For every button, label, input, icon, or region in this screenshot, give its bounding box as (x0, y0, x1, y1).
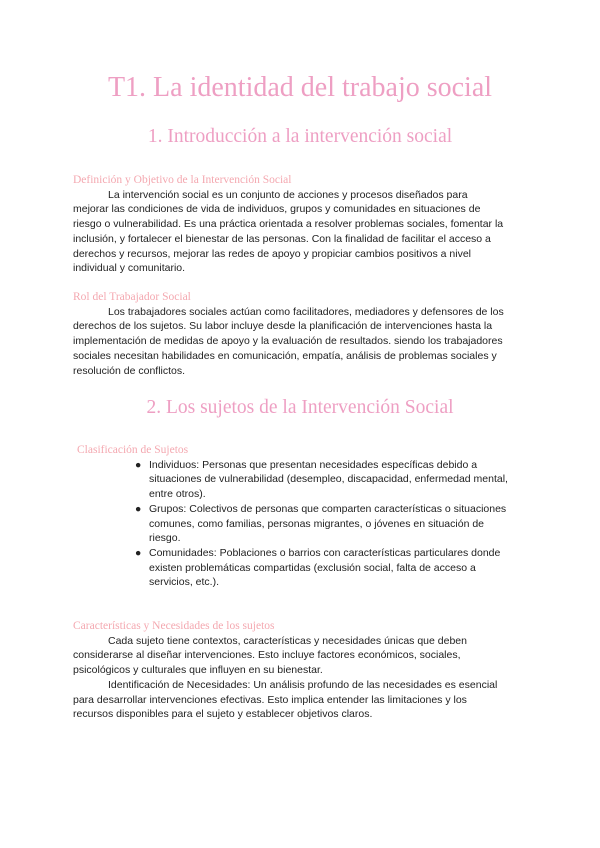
bullet-marker: ● (135, 502, 142, 515)
section-heading: 1. Introducción a la intervención social (147, 126, 453, 147)
paragraph-line: inclusión, y fortalecer el bienestar de las personas. Con la finalidad de facilitar el acceso a (73, 232, 491, 245)
paragraph-line: recursos disponibles para el sujeto y establecer objetivos claros. (73, 708, 373, 721)
paragraph-line: resolución de conflictos. (73, 364, 186, 377)
subsection-heading: Clasificación de Sujetos (77, 444, 189, 456)
paragraph-line: La intervención social es un conjunto de acciones y procesos diseñados para (108, 188, 468, 201)
paragraph-line: riesgo o vulnerabilidad. Es una práctica orientada a resolver problemas sociales, fomentar la (73, 218, 504, 231)
subsection-definition (73, 173, 543, 276)
paragraph-line: implementación de medidas de apoyo y la evaluación de resultados. siendo los trabajadores (73, 335, 503, 348)
bullet-marker: ● (135, 546, 142, 559)
paragraph-line: sociales necesitan habilidades en comunicación, empatía, análisis de problemas sociales y (73, 349, 497, 362)
paragraph-line: individual y comunitario. (73, 262, 186, 275)
paragraph-line: psicológicos y culturales que influyen en su bienestar. (73, 664, 323, 677)
paragraph-line: Los trabajadores sociales actúan como facilitadores, mediadores y defensores de los (108, 305, 504, 318)
bullet-line: riesgo. (149, 532, 181, 545)
bullet-item (77, 502, 547, 546)
subsection-heading: Características y Necesidades de los sujetos (73, 620, 275, 632)
bullet-line: Individuos: Personas que presentan necesidades específicas debido a (149, 458, 478, 471)
subsection-clasificacion (77, 443, 547, 590)
bullet-line: situaciones de vulnerabilidad (desempleo, discapacidad, enfermedad mental, (149, 473, 508, 486)
bullet-item (77, 546, 547, 590)
bullet-marker: ● (135, 458, 142, 471)
bullet-line: entre otros). (149, 488, 206, 501)
subsection-heading: Rol del Trabajador Social (73, 291, 191, 303)
paragraph-line: derechos y recursos, mejorar las redes de apoyo y propiciar cambios positivos a nivel (73, 247, 472, 260)
page-title: T1. La identidad del trabajo social (107, 72, 493, 103)
bullet-line: comunes, como familias, personas migrantes, o jóvenes en situación de (149, 517, 485, 530)
bullet-line: existen problemáticas compartidas (exclusión social, falta de acceso a (149, 561, 476, 574)
subsection-heading: Definición y Objetivo de la Intervención Social (73, 174, 292, 186)
section-heading: 2. Los sujetos de la Intervención Social (146, 397, 454, 418)
bullet-line: Comunidades: Poblaciones o barrios con características particulares donde (149, 546, 501, 559)
paragraph-line: Cada sujeto tiene contextos, características y necesidades únicas que deben (108, 634, 467, 647)
bullet-line: Grupos: Colectivos de personas que comparten características o situaciones (149, 502, 507, 515)
bullet-list (77, 458, 547, 590)
paragraph-line: mejorar las condiciones de vida de individuos, grupos y comunidades en situaciones de (73, 203, 481, 216)
bullet-line: servicios, etc.). (149, 576, 220, 589)
subsection-caracteristicas (73, 619, 543, 722)
paragraph-line: derechos de los sujetos. Su labor incluye desde la planificación de intervenciones hasta la (73, 320, 493, 333)
paragraph-line: Identificación de Necesidades: Un análisis profundo de las necesidades es esencial (108, 678, 498, 691)
bullet-item (77, 458, 547, 502)
paragraph-line: considerarse al diseñar intervenciones. Esto incluye factores económicos, sociales, (73, 649, 461, 662)
paragraph-line: para desarrollar intervenciones efectivas. Esto implica entender las limitaciones y los (73, 693, 467, 706)
subsection-rol (73, 290, 543, 378)
